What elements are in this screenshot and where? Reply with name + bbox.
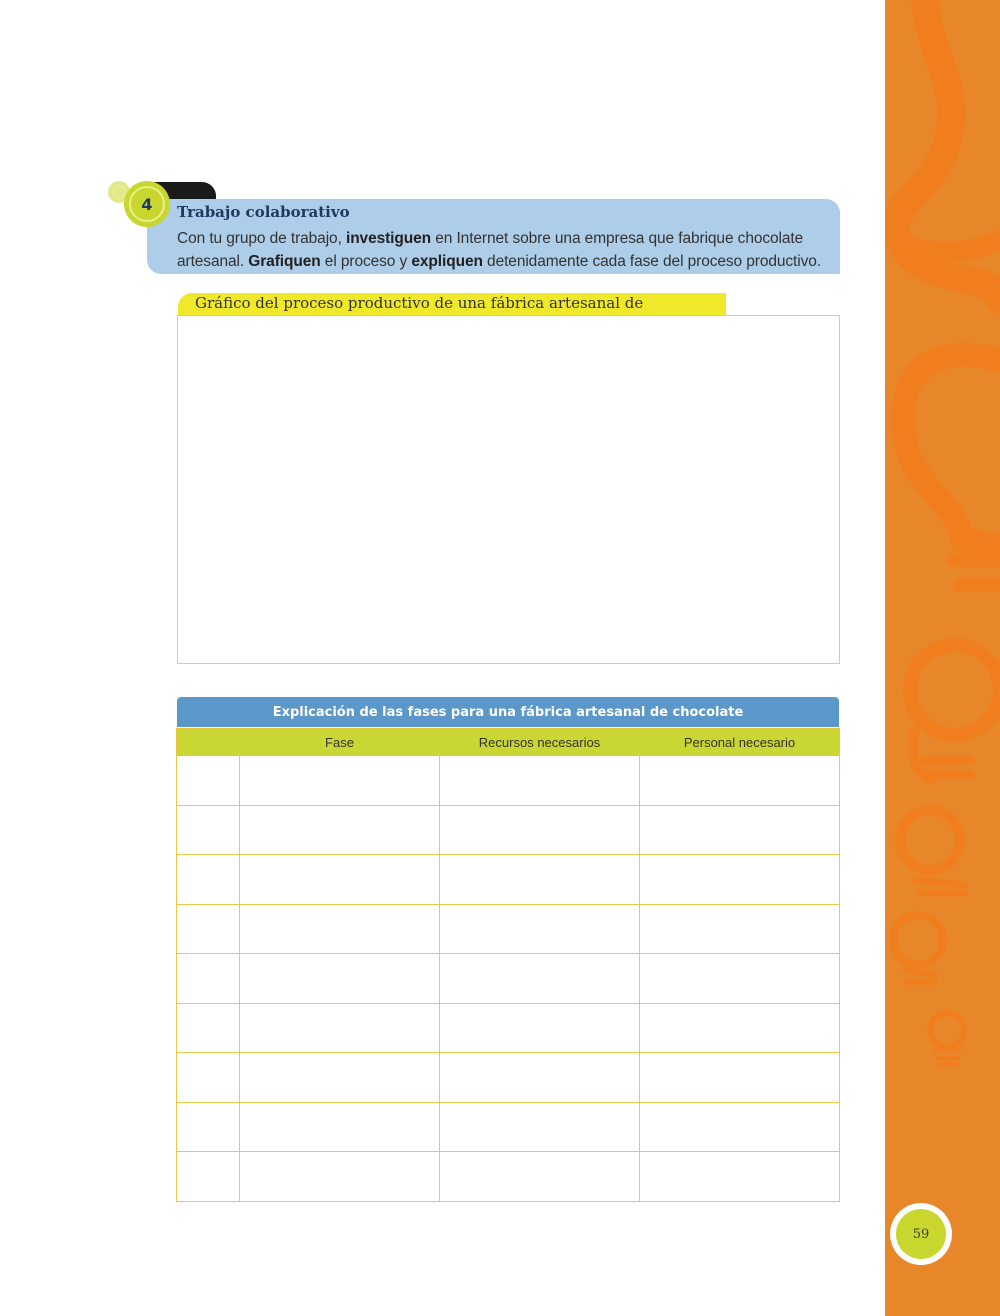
table-title: Explicación de las fases para una fábrica artesanal de chocolate [177, 697, 839, 727]
fase-cell[interactable] [240, 954, 440, 1004]
number-cell[interactable] [177, 904, 240, 954]
personal-cell[interactable] [640, 1053, 840, 1103]
instruction-keyword: expliquen [411, 253, 483, 270]
personal-cell[interactable] [640, 1152, 840, 1202]
instruction-text: detenidamente cada fase del proceso productivo. [482, 253, 821, 270]
table-header-row [177, 729, 840, 756]
fase-cell[interactable] [240, 756, 440, 806]
activity-number: 4 [141, 195, 153, 214]
column-header-recursos: Recursos necesarios [440, 729, 640, 756]
recursos-cell[interactable] [440, 1053, 640, 1103]
table-body [177, 756, 840, 1202]
fase-cell[interactable] [240, 1053, 440, 1103]
number-cell[interactable] [177, 805, 240, 855]
instruction-text: Con tu grupo de trabajo, [177, 230, 346, 247]
activity-title: Trabajo colaborativo [177, 203, 350, 221]
number-cell[interactable] [177, 954, 240, 1004]
column-header-fase: Fase [240, 729, 440, 756]
personal-cell[interactable] [640, 756, 840, 806]
fase-cell[interactable] [240, 1152, 440, 1202]
fase-cell[interactable] [240, 855, 440, 905]
number-cell[interactable] [177, 1102, 240, 1152]
graph-drawing-area[interactable] [177, 315, 840, 664]
table-row [177, 1003, 840, 1053]
table-row [177, 1152, 840, 1202]
graph-label-text: Gráfico del proceso productivo de una fábrica artesanal de [195, 294, 644, 312]
number-cell[interactable] [177, 1003, 240, 1053]
side-decoration-band [885, 0, 1000, 1316]
table-row [177, 904, 840, 954]
number-cell[interactable] [177, 1152, 240, 1202]
table-row [177, 1053, 840, 1103]
personal-cell[interactable] [640, 954, 840, 1004]
column-header-personal: Personal necesario [640, 729, 840, 756]
recursos-cell[interactable] [440, 904, 640, 954]
number-cell[interactable] [177, 756, 240, 806]
recursos-cell[interactable] [440, 1152, 640, 1202]
recursos-cell[interactable] [440, 954, 640, 1004]
fase-cell[interactable] [240, 805, 440, 855]
number-cell[interactable] [177, 1053, 240, 1103]
phases-table [176, 728, 840, 1202]
fase-cell[interactable] [240, 904, 440, 954]
graph-label [178, 293, 726, 315]
personal-cell[interactable] [640, 904, 840, 954]
table-row [177, 805, 840, 855]
recursos-cell[interactable] [440, 805, 640, 855]
instruction-keyword: investiguen [345, 230, 432, 247]
recursos-cell[interactable] [440, 756, 640, 806]
activity-number-badge-icon [106, 180, 176, 230]
fase-cell[interactable] [240, 1003, 440, 1053]
recursos-cell[interactable] [440, 1102, 640, 1152]
table-row [177, 855, 840, 905]
instruction-keyword: Grafiquen [248, 253, 321, 270]
personal-cell[interactable] [640, 1102, 840, 1152]
instruction-text: en Internet sobre una empresa que fabrique chocolate artesanal. [177, 230, 804, 270]
personal-cell[interactable] [640, 855, 840, 905]
number-cell[interactable] [177, 855, 240, 905]
column-header-number [177, 729, 240, 756]
personal-cell[interactable] [640, 1003, 840, 1053]
fase-cell[interactable] [240, 1102, 440, 1152]
lightbulb-pattern-icon [885, 0, 1000, 1316]
instruction-text: el proceso y [320, 253, 412, 270]
table-row [177, 756, 840, 806]
recursos-cell[interactable] [440, 1003, 640, 1053]
personal-cell[interactable] [640, 805, 840, 855]
table-row [177, 1102, 840, 1152]
table-row [177, 954, 840, 1004]
page-number-badge [890, 1203, 952, 1265]
activity-instructions [177, 227, 832, 273]
recursos-cell[interactable] [440, 855, 640, 905]
page-number: 59 [896, 1209, 946, 1259]
